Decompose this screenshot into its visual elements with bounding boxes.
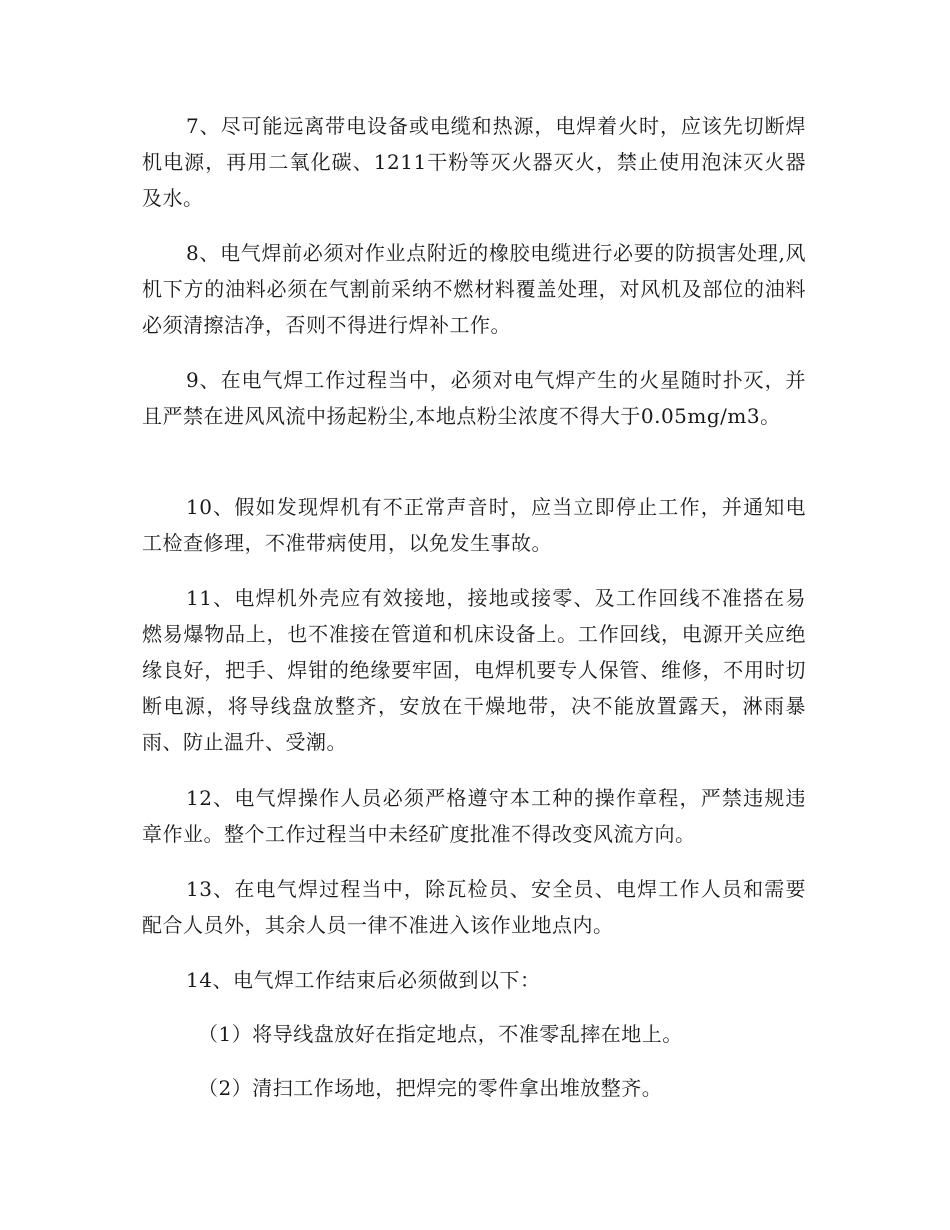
sub-item-2: （2）清扫工作场地，把焊完的零件拿出堆放整齐。 bbox=[198, 1076, 663, 1100]
paragraph-12: 12、电气焊操作人员必须严格遵守本工种的操作章程，严禁违规违章作业。整个工作过程当中未经矿度批准不得改变风流方向。 bbox=[142, 786, 806, 846]
paragraph-8: 8、电气焊前必须对作业点附近的橡胶电缆进行必要的防损害处理,风机下方的油料必须在气割前采纳不燃材料覆盖处理，对风机及部位的油料必须清擦洁净，否则不得进行焊补工作。 bbox=[142, 241, 806, 337]
paragraph-9: 9、在电气焊工作过程当中，必须对电气焊产生的火星随时扑灭，并且严禁在进风风流中扬起粉尘,本地点粉尘浓度不得大于0.05mg/m3。 bbox=[142, 368, 806, 428]
paragraph-14: 14、电气焊工作结束后必须做到以下： bbox=[186, 968, 541, 992]
paragraph-13: 13、在电气焊过程当中，除瓦检员、安全员、电焊工作人员和需要配合人员外，其余人员一律不准进入该作业地点内。 bbox=[142, 877, 806, 937]
paragraph-10: 10、假如发现焊机有不正常声音时，应当立即停止工作，并通知电工检查修理，不准带病使用，以免发生事故。 bbox=[142, 495, 806, 555]
paragraph-11: 11、电焊机外壳应有效接地，接地或接零、及工作回线不准搭在易燃易爆物品上，也不准接在管道和机床设备上。工作回线，电源开关应绝缘良好，把手、焊钳的绝缘要牢固，电焊机要专人保管、维修，不用时切断电源，将导线盘放整齐，安放在干燥地带，决不能放置露天，淋雨暴雨、防止温升、受潮。 bbox=[142, 586, 806, 754]
sub-item-1: （1）将导线盘放好在指定地点，不准零乱摔在地上。 bbox=[198, 1022, 683, 1046]
paragraph-7: 7、尽可能远离带电设备或电缆和热源，电焊着火时，应该先切断焊机电源，再用二氧化碳、1211干粉等灭火器灭火，禁止使用泡沫灭火器及水。 bbox=[142, 114, 806, 210]
